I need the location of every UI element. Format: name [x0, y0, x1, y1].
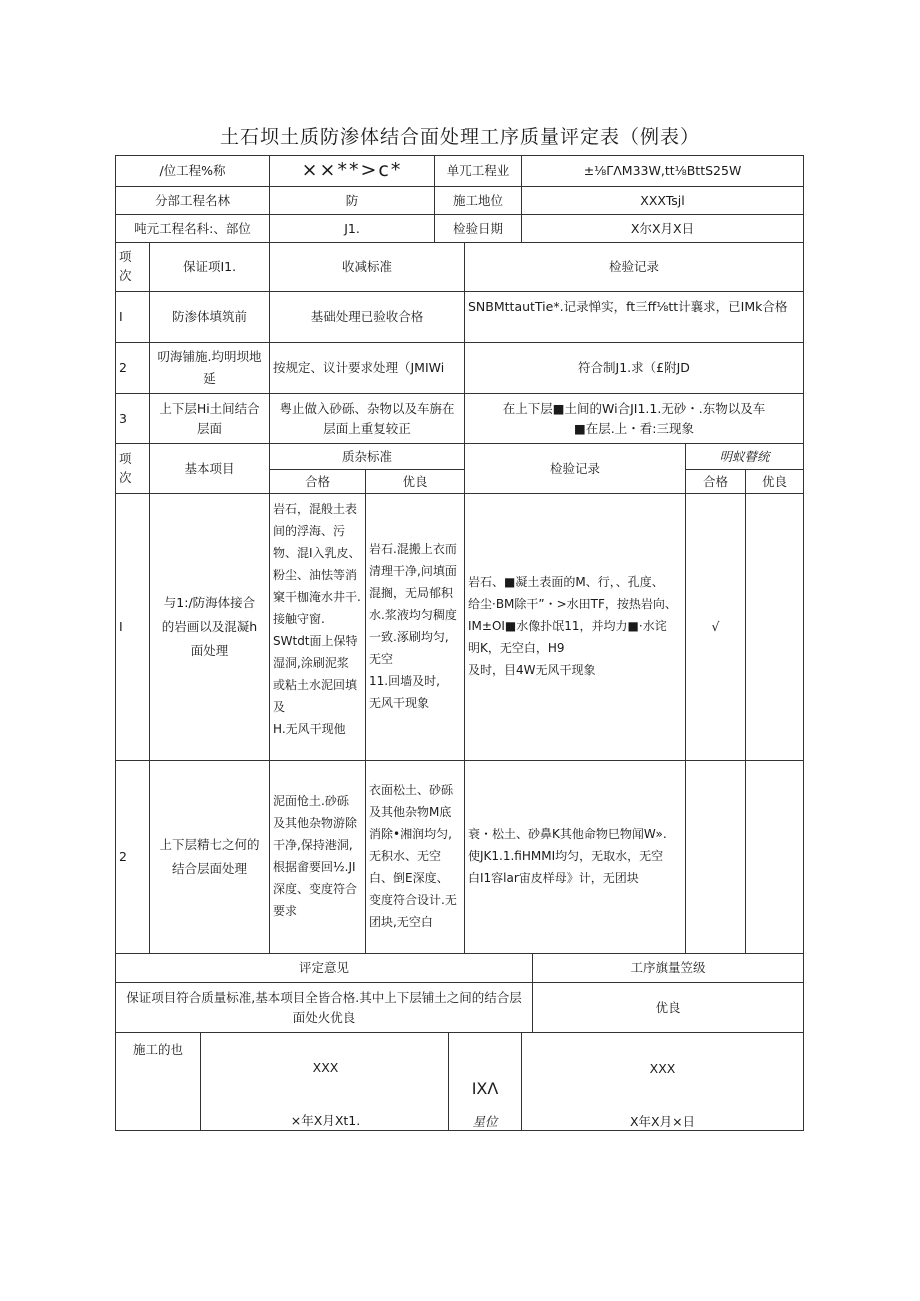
- basic-row-2-result-pass: [685, 760, 746, 954]
- date-label: 检验日期: [434, 214, 522, 243]
- signature-left-block: [115, 1032, 449, 1131]
- basic-row-2-item: 上下层精七之何的 结合层面处理: [149, 760, 270, 954]
- guarantee-row-3-index: 3: [115, 393, 150, 444]
- basic-record-header: 检验记录: [464, 443, 686, 494]
- basic-item-header: 基本项目: [149, 443, 270, 494]
- basic-row-1-pass: 岩石，混般土表 间的浮海、污 物、混I入乳皮、 粉尘、油怯等消 窠干枷淹水井干. 接触守窗. SWtdt面上保特 湿洞,涂刷泥浆 或粘土水泥回填 及 H.无风干现他: [269, 493, 366, 761]
- basic-row-1-index: I: [115, 493, 150, 761]
- unit-project-label: /位工程%称: [115, 155, 270, 187]
- guarantee-row-3-record: 在上下层■土间的Wi合JI1.1.无砂・.东物以及车 ■在层.上・看:三现象: [464, 393, 804, 444]
- evaluation-opinion-label: 评定意见: [115, 953, 533, 983]
- guarantee-row-3-standard: 粤止做入砂砾、杂物以及车旃在 层面上重复较正: [269, 393, 465, 444]
- signature-mid-block: [448, 1032, 522, 1131]
- guarantee-record-header: 检验记录: [464, 242, 804, 292]
- guarantee-index-header: 项 次: [115, 242, 150, 292]
- date-value: X尔X月X日: [521, 214, 804, 243]
- guarantee-row-1-item: 防渗体填筑前: [149, 291, 270, 343]
- signature-right-block: [521, 1032, 804, 1131]
- guarantee-row-1-record: SNBMttautTie*.记录惮实，ft三ff⅛tt计襄求，已IMk合格: [464, 291, 804, 343]
- basic-row-2-pass: 泥面怆土.砂砾 及其他杂物游除 干净,保持港洞, 根据畲要回½.JI 深度、变度符合 要求: [269, 760, 366, 954]
- basic-row-1-result-pass: √: [685, 493, 746, 761]
- sub-project-value: 防: [269, 186, 435, 215]
- guarantee-row-2-index: 2: [115, 342, 150, 394]
- basic-row-2-good: 衣面松土、砂砾 及其他杂物M底 消除•湘润均匀, 无积水、无空 白、倒E深度、 变度符合设计.无 团块,无空白: [365, 760, 465, 954]
- signature-left-name: XXX: [312, 1060, 339, 1075]
- unit-eng-value: ±⅛ΓΛM33W,tt⅛BttS25W: [521, 155, 804, 187]
- element-label: 吨元工程名科:、部位: [115, 214, 270, 243]
- construction-value: XXXTsjl: [521, 186, 804, 215]
- guarantee-row-1-index: I: [115, 291, 150, 343]
- element-value: J1.: [269, 214, 435, 243]
- guarantee-row-1-standard: 基础处理已验收合格: [269, 291, 465, 343]
- evaluation-grade-value: 优良: [532, 982, 804, 1033]
- basic-good-header: 优良: [365, 469, 465, 494]
- guarantee-row-2-record: 符合制J1.求（£附JD: [464, 342, 804, 394]
- signature-left-label: 施工的也: [133, 1042, 184, 1057]
- basic-row-2-record: 衰・松土、砂鼻K其他命物巳物闻W». 使JK1.1.fiHMMI均匀，无取水，无空 白I1容lar宙皮样母》计，无团块: [464, 760, 686, 954]
- basic-row-1-item: 与1:/防海体接合 的岩画以及混凝h 面处理: [149, 493, 270, 761]
- signature-right-date: X年X月×日: [629, 1114, 696, 1129]
- evaluation-grade-label: 工序旗量笠级: [532, 953, 804, 983]
- signature-mid-label-bottom: 星位: [472, 1114, 498, 1129]
- form-title: 土石坝土质防渗体结合面处理工序质量评定表（例表）: [219, 126, 700, 148]
- guarantee-row-2-item: 叨海铺施.均明坝地 延: [149, 342, 270, 394]
- unit-project-value: ××**>c*: [269, 155, 435, 187]
- signature-left-inner: [200, 1032, 449, 1131]
- evaluation-opinion-text: 保证项目符合质量标准,基本项目全皆合格.其中上下层铺土之间的结合层 面处火优良: [115, 982, 533, 1033]
- basic-row-1-good: 岩石.混搬上衣而 清理干净,问填面 混搁，无局郁积 水.浆液均匀稠度 一致.涿刷均匀, 无空 11.回墙及时, 无风干现象: [365, 493, 465, 761]
- basic-standard-header: 质杂标准: [269, 443, 465, 470]
- basic-index-header: 项 次: [115, 443, 150, 494]
- guarantee-standard-header: 收减标准: [269, 242, 465, 292]
- basic-result-header: 明蚁瞽统: [685, 443, 804, 470]
- basic-row-2-index: 2: [115, 760, 150, 954]
- basic-row-1-result-good: [745, 493, 804, 761]
- sub-project-label: 分部工程名林: [115, 186, 270, 215]
- guarantee-item-header: 保证项I1.: [149, 242, 270, 292]
- basic-pass-header: 合格: [269, 469, 366, 494]
- unit-eng-label: 单兀工程业: [434, 155, 522, 187]
- signature-left-date: ×年X月Xt1.: [290, 1113, 361, 1128]
- guarantee-row-3-item: 上下层Hi土间结合 层面: [149, 393, 270, 444]
- basic-result-pass-header: 合格: [685, 469, 746, 494]
- signature-mid-label-top: ΙXΛ: [471, 1079, 499, 1098]
- guarantee-row-2-standard: 按规定、议计要求处理（JMIWi: [269, 342, 465, 394]
- basic-row-1-record: 岩石、■凝土表面的M、行，、孔度、 给尘·BM除干”・>水田TF，按热岩向、 IM±OI■水像扑氓11，并均力■·水诧 明K，无空白，H9 及时，目4W无风干现象: [464, 493, 686, 761]
- signature-right-name: XXX: [649, 1061, 676, 1076]
- construction-label: 施工地位: [434, 186, 522, 215]
- basic-result-good-header: 优良: [745, 469, 804, 494]
- basic-row-2-result-good: [745, 760, 804, 954]
